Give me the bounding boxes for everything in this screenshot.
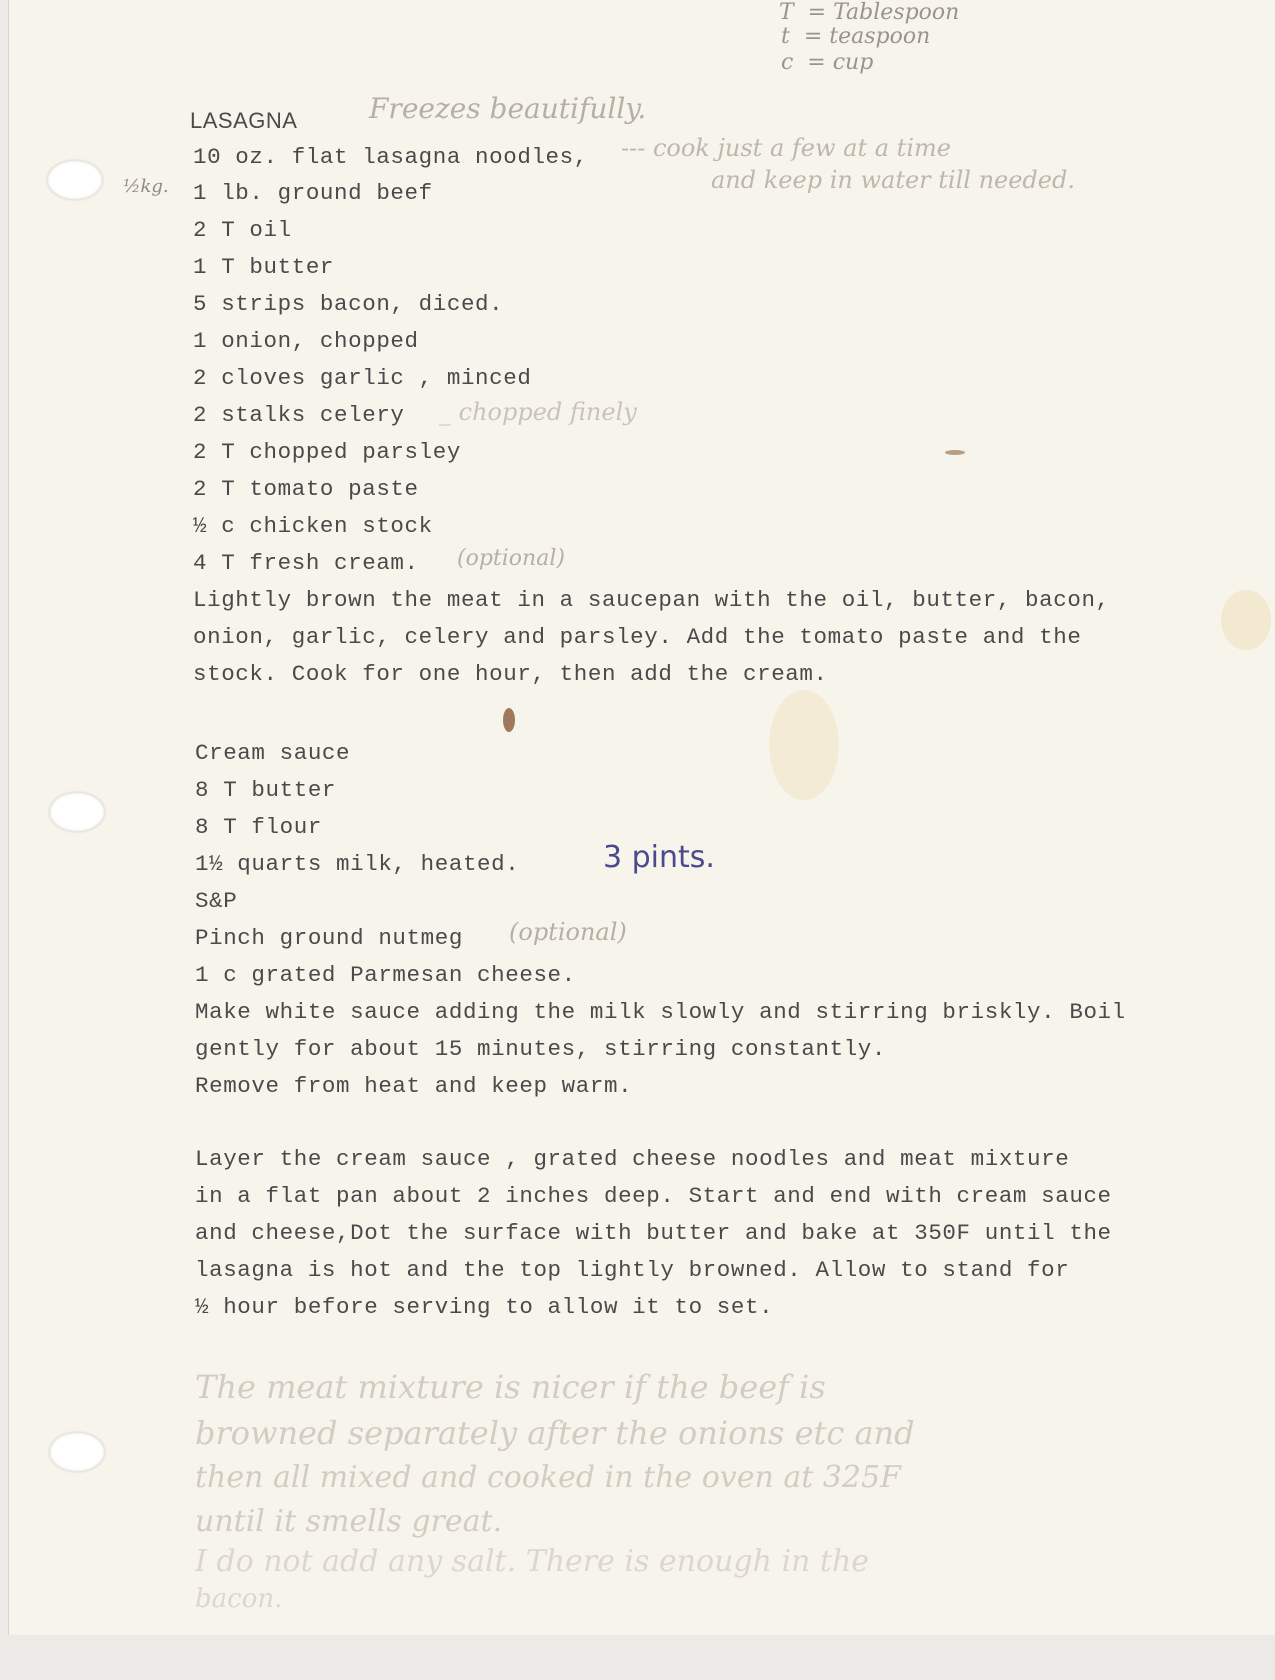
ingredient-line: 5 strips bacon, diced. <box>193 291 504 317</box>
ingredient-line: 1 T butter <box>193 254 335 280</box>
cream-annotation: (optional) <box>457 546 565 571</box>
milk-annotation: 3 pints. <box>603 840 715 875</box>
ingredient-line: ½ c chicken stock <box>193 513 433 539</box>
stain-mark <box>503 708 515 732</box>
ingredient-line: 2 T oil <box>193 217 292 243</box>
ingredient-line: 4 T fresh cream. <box>193 550 419 576</box>
nutmeg-annotation: (optional) <box>509 918 627 946</box>
sauce-ingredient-line: 1 c grated Parmesan cheese. <box>195 962 576 988</box>
footer-note-line: browned separately after the onions etc and <box>195 1414 915 1452</box>
method-line: Make white sauce adding the milk slowly and stirring briskly. Boil <box>195 999 1126 1025</box>
method-line: gently for about 15 minutes, stirring constantly. <box>195 1036 887 1062</box>
noodle-annotation: --- cook just a few at a time <box>621 134 951 162</box>
ingredient-line: 1 onion, chopped <box>193 328 419 354</box>
ingredient-line: 1 lb. ground beef <box>193 180 433 206</box>
ingredient-line: 2 T tomato paste <box>193 476 419 502</box>
legend-line: T = Tablespoon <box>779 0 960 25</box>
method-line: and cheese,Dot the surface with butter and bake at 350F until the <box>195 1220 1112 1246</box>
section-title: Cream sauce <box>195 740 351 766</box>
recipe-title: LASAGNA <box>190 108 298 133</box>
method-line: Layer the cream sauce , grated cheese noodles and meat mixture <box>195 1146 1070 1172</box>
legend-line: c = cup <box>781 50 874 75</box>
ingredient-line: 2 stalks celery <box>193 402 405 428</box>
legend-line: t = teaspoon <box>781 24 931 49</box>
ingredient-line: 2 cloves garlic , minced <box>193 365 532 391</box>
sauce-ingredient-line: Pinch ground nutmeg <box>195 925 463 951</box>
margin-annotation: ½kg. <box>123 176 169 197</box>
footer-note-line: then all mixed and cooked in the oven at 325F <box>195 1460 901 1495</box>
stain-mark <box>1221 590 1271 650</box>
punch-hole-middle <box>49 792 105 832</box>
sauce-ingredient-line: 1½ quarts milk, heated. <box>195 851 520 877</box>
ingredient-line: 2 T chopped parsley <box>193 439 461 465</box>
ingredient-line: 10 oz. flat lasagna noodles, <box>193 144 588 170</box>
footer-note-line: I do not add any salt. There is enough in the <box>195 1544 870 1579</box>
method-line: onion, garlic, celery and parsley. Add the tomato paste and the <box>193 624 1082 650</box>
method-line: ½ hour before serving to allow it to set. <box>195 1294 774 1320</box>
method-line: stock. Cook for one hour, then add the cream. <box>193 661 828 687</box>
sauce-ingredient-line: 8 T flour <box>195 814 322 840</box>
sauce-ingredient-line: 8 T butter <box>195 777 337 803</box>
title-annotation: Freezes beautifully. <box>369 92 647 125</box>
method-line: Lightly brown the meat in a saucepan with the oil, butter, bacon, <box>193 587 1110 613</box>
stain-mark <box>945 450 965 455</box>
footer-note-line: until it smells great. <box>195 1504 503 1539</box>
method-line: lasagna is hot and the top lightly browned. Allow to stand for <box>195 1257 1070 1283</box>
footer-note-line: The meat mixture is nicer if the beef is <box>195 1368 826 1406</box>
method-line: in a flat pan about 2 inches deep. Start and end with cream sauce <box>195 1183 1112 1209</box>
sauce-ingredient-line: S&P <box>195 888 238 914</box>
celery-annotation: _ chopped finely <box>439 398 637 426</box>
footer-note-line: bacon. <box>195 1584 283 1614</box>
method-line: Remove from heat and keep warm. <box>195 1073 633 1099</box>
recipe-sheet <box>8 0 1275 1635</box>
punch-hole-top <box>47 160 103 200</box>
stain-mark <box>769 690 839 800</box>
noodle-annotation: and keep in water till needed. <box>711 166 1075 194</box>
punch-hole-bottom <box>49 1432 105 1472</box>
